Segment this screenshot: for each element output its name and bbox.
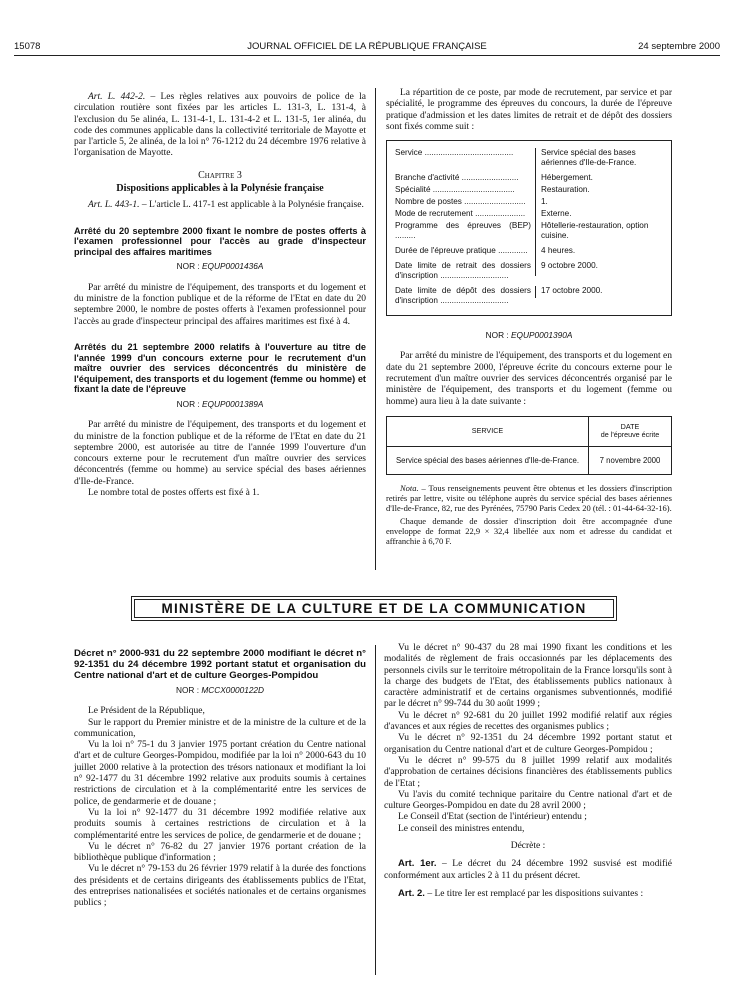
decret-r-p1: Vu le décret n° 90-437 du 28 mai 1990 fixant les conditions et les modalités de règlement de frais occasionnés par les déplacements des personnels civils sur le territoire métropolitain de la France lorsqu'ils sont à la charge des budgets de l'Etat, des établissements publics nationaux à caractère administratif et de certains organismes subventionnés, modifié par le décret n° 99-744 du 30 août 1999 ;: [384, 643, 672, 710]
info-row: [395, 261, 663, 286]
info-row: [395, 185, 663, 197]
table-head-date-label: DATE: [620, 421, 640, 431]
info-key: Service .......................................: [395, 148, 514, 158]
info-value: Hôtellerie-restauration, option cuisine.: [535, 221, 663, 246]
decret-r-p3: Vu le décret n° 92-1351 du 24 décembre 1992 portant statut et organisation du Centre national d'art et de culture Georges-Pompidou ;: [384, 733, 672, 755]
info-row: [395, 173, 663, 185]
info-row: [395, 197, 663, 209]
column-divider-top: [375, 88, 376, 570]
article-442-2: [74, 92, 366, 160]
info-key: Date limite de retrait des dossiers d'inscription ..............................: [395, 261, 531, 281]
article-2: [384, 888, 672, 900]
article-1: [384, 858, 672, 882]
decret-r-p4: Vu le décret n° 99-575 du 8 juillet 1999 relatif aux modalités d'approbation de certaines décisions financières des établissements publics de l'Etat ;: [384, 755, 672, 789]
article-1-label: Art. 1er.: [398, 858, 437, 870]
nor-code: EQUP0001436A: [202, 261, 264, 272]
info-key: Branche d'activité .........................: [395, 173, 519, 183]
article-442-2-text: – Les règles relatives aux pouvoirs de police de la circulation routière sont fixées par les articles L. 131-3, L. 131-4, à l'exclusion du 5e alinéa, L. 131-4-1, L. 131-4-2 et L. 131-5, 1er alinéa, du code des communes applicable dans la collectivité territoriale de Mayotte et par l'article 5, 2e alinéa, de la loi n° 76-1212 du 24 décembre 1976 relative à l'organisation de Mayotte.: [74, 92, 367, 159]
arrete-2-text-2: Le nombre total de postes offerts est fixé à 1.: [88, 487, 260, 498]
arrete-3-text: Par arrêté du ministre de l'équipement, des transports et du logement en date du 21 septembre 2000, l'épreuve écrite du concours externe pour le recrutement d'un maître ouvrier des services déconcentrés organisé par le ministère de l'équipement, des transports et du logement (femme ou homme) aura lieu à la date suivante :: [386, 351, 672, 407]
decret-p1: Le Président de la République,: [88, 706, 205, 717]
info-value: Hébergement.: [535, 173, 663, 185]
article-443-1-label: Art. L. 443-1.: [88, 200, 140, 211]
decret-r-p5: Vu l'avis du comité technique paritaire du Centre national d'art et de culture Georges-Pompidou en date du 28 avril 2000 ;: [384, 789, 672, 812]
arrete-1-text: Par arrêté du ministre de l'équipement, des transports et du logement et du ministre de la fonction publique et de la réforme de l'Etat en date du 20 septembre 2000, le nombre de postes offerts à l'examen professionnel pour l'accès au grade d'inspecteur principal des affaires maritimes est fixé à 4.: [74, 282, 366, 327]
article-443-1: [74, 200, 366, 211]
info-value: 4 heures.: [535, 246, 663, 261]
decret-r-p6: Le Conseil d'Etat (section de l'intérieur) entendu ;: [398, 812, 587, 823]
decret-r-p2: Vu le décret n° 92-681 du 20 juillet 1992 modifié relatif aux régies d'avances et aux régies de recettes des organismes publics ;: [384, 710, 672, 733]
repartition-intro: La répartition de ce poste, par mode de recrutement, par service et par spécialité, le programme des épreuves du concours, la durée de l'épreuve pratique d'admission et les dates limites de retrait et de dépôt des dossiers sont fixés comme suit :: [386, 88, 672, 132]
decret-p3: Vu la loi n° 75-1 du 3 janvier 1975 portant création du Centre national d'art et de culture Georges-Pompidou, modifiée par la loi n° 2000-643 du 10 juillet 2000 relative à la protection des trésors nationaux et modifiant la loi n° 92-1477 du 31 décembre 1992 relative aux produits soumis à certaines restrictions de circulation et à la complémentarité entre les services de police, de gendarmerie et de douane ;: [74, 740, 366, 807]
table-header-row: [387, 416, 672, 446]
info-key: Nombre de postes ...........................: [395, 197, 526, 207]
column-divider-bottom: [375, 645, 376, 975]
article-1-text: – Le décret du 24 décembre 1992 susvisé est modifié conformément aux articles 2 à 11 du présent décret.: [384, 859, 672, 881]
page-number: 15078: [14, 41, 41, 52]
decret-title: Décret n° 2000-931 du 22 septembre 2000 modifiant le décret n° 92-1351 du 24 décembre 1992 portant statut et organisation du Centre national d'art et de culture Georges-Pompidou: [74, 648, 366, 681]
info-row: [395, 246, 663, 261]
nor-label: NOR :: [176, 398, 202, 409]
nota: [386, 483, 672, 513]
nota-label: Nota.: [400, 482, 419, 493]
decret-p6: Vu le décret n° 79-153 du 26 février 1979 relatif à la durée des fonctions des présidents et de certains dirigeants des établissements publics de l'Etat, des entreprises nationalisées et sociétés nationales et de certains organismes publics ;: [74, 864, 366, 909]
nor-code: MCCX0000122D: [201, 685, 265, 695]
decret-r-p7: Le conseil des ministres entendu,: [398, 823, 525, 834]
arrete-3-nor: [386, 330, 672, 341]
table-head-service: SERVICE: [387, 416, 589, 446]
chapter-title: Chapitre 3: [198, 169, 242, 181]
info-value: Service spécial des bases aériennes d'Ile-de-France.: [535, 148, 663, 173]
bottom-left-column: [74, 648, 366, 910]
decret-p2: Sur le rapport du Premier ministre et de la ministre de la culture et de la communication,: [74, 717, 366, 739]
nota-2: Chaque demande de dossier d'inscription doit être accompagnée d'une enveloppe de format 22,9 × 32,4 libellée aux nom et adresse du candidat et affranchie à 6,70 F.: [386, 515, 672, 546]
nor-code: EQUP0001390A: [511, 330, 573, 341]
article-443-1-text: – L'article L. 417-1 est applicable à la Polynésie française.: [139, 200, 364, 211]
arrete-1-title: Arrêté du 20 septembre 2000 fixant le nombre de postes offerts à l'examen professionnel pour l'accès au grade d'inspecteur principal des affaires maritimes: [74, 225, 366, 257]
nota-text: – Tous renseignements peuvent être obtenus et les dossiers d'inscription retirés par lettre, visite ou téléphone auprès du service spécial des bases aériennes d'Ile-de-France, 82, rue des Pyrénées, 75790 Paris Cedex 20 (tél. : 01-44-64-32-16).: [386, 482, 672, 513]
info-row: [395, 209, 663, 221]
nor-label: NOR :: [485, 330, 511, 341]
info-key: Mode de recrutement ......................: [395, 209, 526, 219]
info-value: Restauration.: [535, 185, 663, 197]
arrete-2-text: Par arrêté du ministre de l'équipement, des transports et du logement et du ministre de la fonction publique et de la réforme de l'Etat en date du 21 septembre 2000, est autorisée au titre de l'année 1999 l'ouverture d'un concours externe pour le recrutement d'un maître ouvrier des services déconcentrés (femme ou homme) au service spécial des bases aériennes d'Ile-de-France.: [74, 420, 366, 487]
page-header: [14, 40, 720, 56]
table-cell-date: 7 novembre 2000: [589, 446, 672, 474]
right-column: [386, 88, 672, 546]
arrete-1-nor: [74, 261, 366, 272]
info-key: Date limite de dépôt des dossiers d'inscription ..............................: [395, 286, 531, 306]
info-key: Durée de l'épreuve pratique .............: [395, 246, 528, 256]
table-row: [387, 446, 672, 474]
issue-date: 24 septembre 2000: [638, 41, 720, 52]
arrete-2-nor: [74, 399, 366, 410]
nor-label: NOR :: [176, 261, 202, 272]
info-key: Programme des épreuves (BEP) .........: [395, 221, 531, 241]
info-value: 17 octobre 2000.: [535, 286, 663, 298]
nor-label: NOR :: [175, 685, 202, 695]
info-value: Externe.: [535, 209, 663, 221]
decret-p4: Vu la loi n° 92-1477 du 31 décembre 1992 modifiée relative aux produits soumis à certaines restrictions de circulation et à la complémentarité entre les services de police, de gendarmerie et de douane ;: [74, 807, 366, 841]
info-value: 9 octobre 2000.: [535, 261, 663, 276]
table-cell-service: Service spécial des bases aériennes d'Ile-de-France.: [387, 446, 589, 474]
decret-nor: [74, 685, 366, 696]
bottom-right-column: [384, 643, 672, 900]
left-column: [74, 92, 366, 499]
table-head-date-sub: de l'épreuve écrite: [600, 430, 660, 440]
epreuve-table: [386, 416, 672, 475]
concours-info-box: [386, 140, 672, 316]
info-key: Spécialité ....................................: [395, 185, 515, 195]
info-row: [395, 148, 663, 173]
info-row: [395, 221, 663, 246]
ministry-banner: [131, 596, 617, 621]
info-row: [395, 286, 663, 306]
journal-title: JOURNAL OFFICIEL DE LA RÉPUBLIQUE FRANÇAISE: [247, 41, 487, 52]
arrete-2-title: Arrêtés du 21 septembre 2000 relatifs à l'ouverture au titre de l'année 1999 d'un concours externe pour le recrutement d'un maître ouvrier des services déconcentrés du ministère de l'équipement, des transports et du logement (femme ou homme) et fixant la date de l'épreuve: [74, 341, 366, 395]
ministry-banner-text: MINISTÈRE DE LA CULTURE ET DE LA COMMUNICATION: [161, 601, 587, 616]
nor-code: EQUP0001389A: [202, 398, 264, 409]
decret-p5: Vu le décret n° 76-82 du 27 janvier 1976 portant création de la bibliothèque publique d'information ;: [74, 841, 366, 864]
decrete: Décrète :: [510, 841, 546, 852]
info-value: 1.: [535, 197, 663, 209]
article-2-label: Art. 2.: [398, 887, 425, 899]
chapter-subtitle: Dispositions applicables à la Polynésie française: [116, 183, 324, 195]
table-head-date: [589, 416, 672, 446]
article-442-2-label: Art. L. 442-2.: [88, 92, 146, 102]
article-2-text: – Le titre Ier est remplacé par les dispositions suivantes :: [424, 888, 644, 899]
